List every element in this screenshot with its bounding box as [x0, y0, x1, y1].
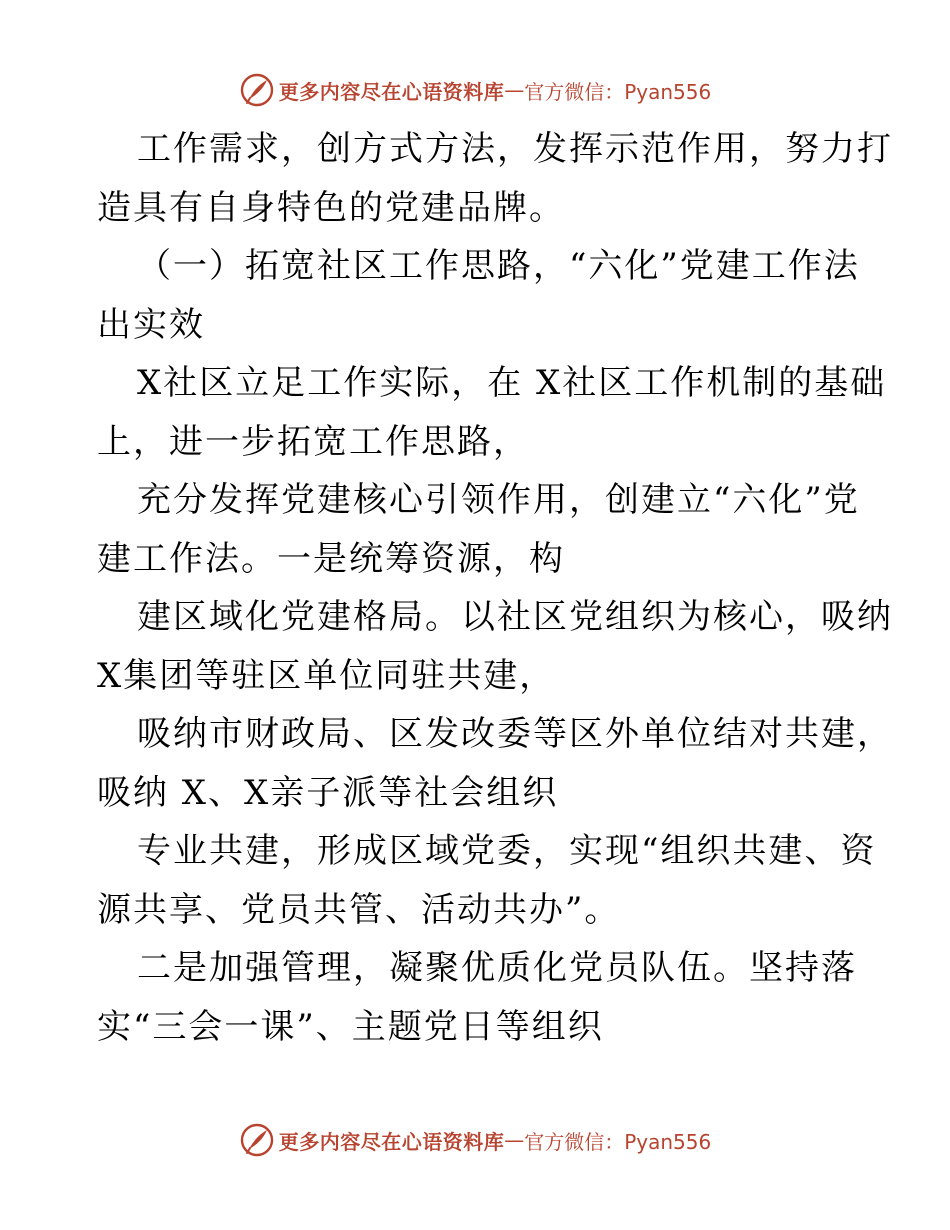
body-line: 造具有自身特色的党建品牌。 [97, 187, 565, 228]
body-line: X社区立足工作实际，在 X社区工作机制的基础 [137, 363, 887, 403]
header-banner [0, 70, 950, 110]
body-line: （一）拓宽社区工作思路，“六化”党建工作法 [137, 246, 860, 286]
feather-pen-logo-icon [239, 1122, 275, 1158]
body-line: 吸纳 X、X亲子派等社会组织 [97, 772, 559, 813]
body-line: 建工作法。一是统筹资源，构 [97, 538, 565, 579]
body-line: X集团等驻区单位同驻共建， [97, 655, 556, 696]
body-line: 吸纳市财政局、区发改委等区外单位结对共建， [137, 714, 893, 754]
header-wechat-text: 官方微信：Pyan556 [524, 79, 712, 104]
footer-brand-text: 更多内容尽在心语资料库 [278, 1129, 505, 1154]
footer-banner [0, 1120, 950, 1160]
body-line: 实“三会一课”、主题党日等组织 [97, 1006, 604, 1047]
body-line: 充分发挥党建核心引领作用，创建立“六化”党 [137, 480, 860, 520]
body-line: 专业共建，形成区域党委，实现“组织共建、资 [137, 831, 877, 871]
body-line: 源共享、党员共管、活动共办”。 [97, 889, 621, 930]
body-text [97, 120, 893, 1056]
body-line: 工作需求，创方式方法，发挥示范作用，努力打 [137, 129, 893, 169]
body-line: 二是加强管理，凝聚优质化党员队伍。坚持落 [137, 948, 857, 988]
feather-pen-logo-icon [239, 72, 275, 108]
header-separator: — [504, 78, 525, 102]
body-line: 出实效 [97, 304, 205, 345]
footer-separator: — [504, 1128, 525, 1152]
body-line: 上，进一步拓宽工作思路， [97, 421, 529, 462]
footer-wechat-text: 官方微信：Pyan556 [524, 1129, 712, 1154]
header-brand-text: 更多内容尽在心语资料库 [278, 79, 505, 104]
body-line: 建区域化党建格局。以社区党组织为核心，吸纳 [137, 597, 893, 637]
